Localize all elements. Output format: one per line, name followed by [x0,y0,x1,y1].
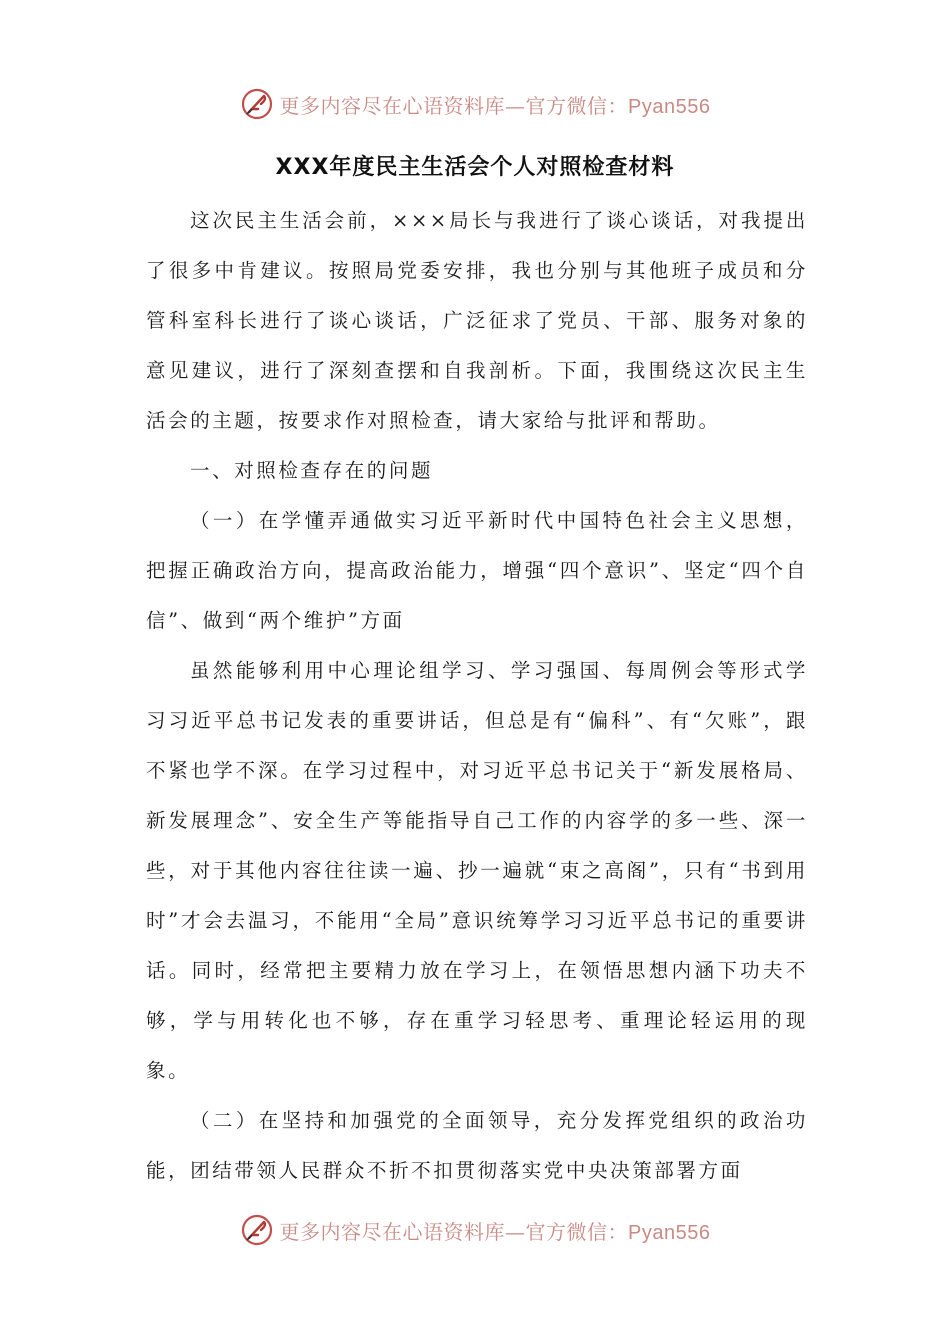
paragraph-body-1: 虽然能够利用中心理论组学习、学习强国、每周例会等形式学习习近平总书记发表的重要讲话，但总是有“偏科”、有“欠账”，跟不紧也学不深。在学习过程中，对习近平总书记关于“新发展格局、新发展理念”、安全生产等能指导自己工作的内容学的多一些、深一些，对于其他内容往往读一遍、抄一遍就“束之高阁”，只有“书到用时”才会去温习，不能用“全局”意识统筹学习习近平总书记的重要讲话。同时，经常把主要精力放在学习上，在领悟思想内涵下功夫不够，学与用转化也不够，存在重学习轻思考、重理论轻运用的现象。 [146,659,808,1082]
document-title: XXX年度民主生活会个人对照检查材料 [275,155,675,180]
paragraph-intro: 这次民主生活会前，×××局长与我进行了谈心谈话，对我提出了很多中肯建议。按照局党委安排，我也分别与其他班子成员和分管科室科长进行了谈心谈话，广泛征求了党员、干部、服务对象的意见建议，进行了深刻查摆和自我剖析。下面，我围绕这次民主生活会的主题，按要求作对照检查，请大家给与批评和帮助。 [146,209,808,432]
watermark-bottom [0,1210,950,1250]
watermark-wechat-id: Pyan556 [628,1221,711,1244]
watermark-wechat-id: Pyan556 [628,95,711,118]
document-body [146,196,808,1196]
section-heading-1: 一、对照检查存在的问题 [190,459,434,482]
watermark-text: 更多内容尽在心语资料库—官方微信：Pyan556 [279,1219,711,1244]
watermark-top [0,84,950,124]
quill-logo-icon [240,87,274,121]
subsection-heading-2: （二）在坚持和加强党的全面领导，充分发挥党组织的政治功能，团结带领人民群众不折不扣贯彻落实党中央决策部署方面 [146,1109,808,1182]
subsection-heading-1: （一）在学懂弄通做实习近平新时代中国特色社会主义思想，把握正确政治方向，提高政治能力，增强“四个意识”、坚定“四个自信”、做到“两个维护”方面 [146,509,808,632]
quill-logo-icon [240,1213,274,1247]
watermark-text: 更多内容尽在心语资料库—官方微信：Pyan556 [279,93,711,118]
